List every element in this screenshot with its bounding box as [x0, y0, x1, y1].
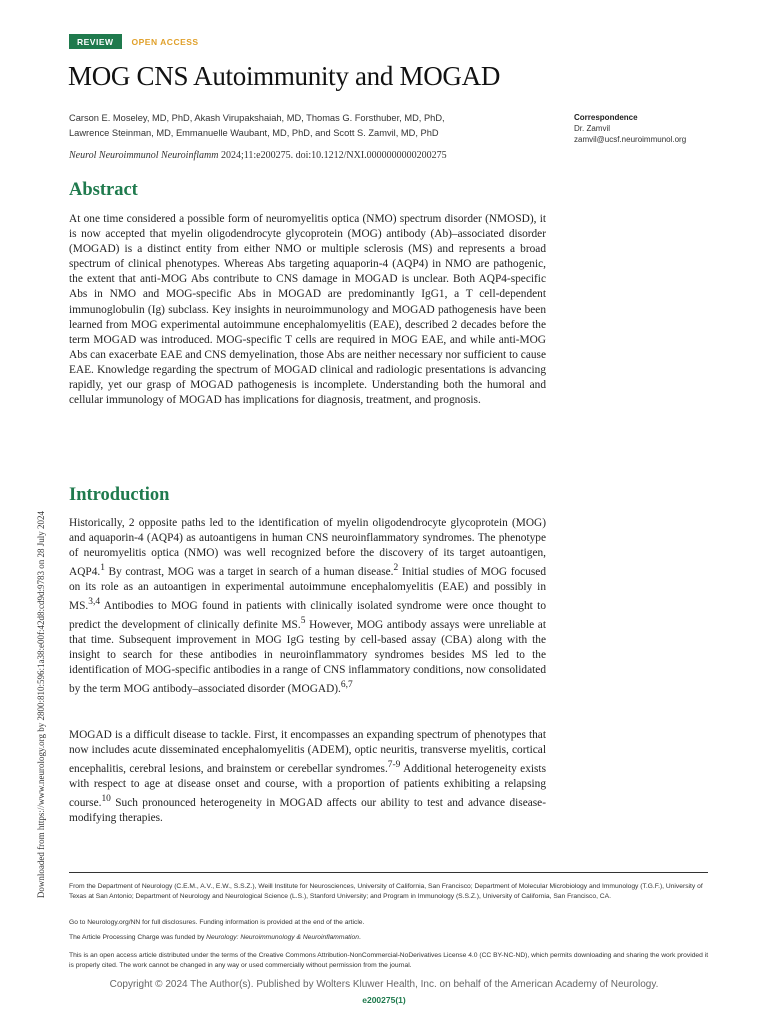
affiliations-footnote: From the Department of Neurology (C.E.M., A.V., E.W., S.S.Z.), Weill Institute for Neurosciences, University of California, San Francisco; Department of Molecular Microbiology and Immunology (T.G.F.), University of Texas at San Antonio; Department of Neurology and Neurological Science (L.S.), Stanford University; and Program in Immunology (S.S.Z.), University of California, San Francisco, CA. [69, 883, 703, 900]
citation-line [69, 150, 447, 161]
introduction-paragraph-1: Historically, 2 opposite paths led to the identification of myelin oligodendrocyte glycoprotein (MOG) and aquaporin-4 (AQP4) as autoantigens in human CNS neuroinflammatory syndromes. The phenotype of neuromyelitis optica (NMO) was well recognized before the discovery of its target autoantigen, AQP4.$^1$ By contrast, MOG was a target in search of a human disease.$^2$ Initial studies of MOG focused on its role as an autoantigen in experimental autoimmune encephalomyelitis (EAE) and possibly in MS.$^{3,4}$ Antibodies to MOG found in patients with clinically isolated syndrome were once thought to predict the development of clinically definite MS.$^5$ However, MOG antibody assays were unreliable at that time. Subsequent improvement in MOG IgG testing by cell-based assay (CBA) along with the insight to search for these antibodies in neuroinflammatory syndromes besides MS led to the identification of MOG-specific antibodies in a range of CNS inflammatory conditions, now consolidated by the term MOG antibody–associated disorder (MOGAD).$^{6,7}$ [69, 517, 546, 696]
correspondence-email[interactable]: zamvil@ucsf.neuroimmunol.org [574, 135, 687, 144]
author-line-2: Lawrence Steinman, MD, Emmanuelle Waubant, MD, PhD, and Scott S. Zamvil, MD, PhD [69, 128, 439, 138]
reference-superscript[interactable]: 5 [300, 616, 306, 627]
author-list [69, 111, 509, 141]
reference-superscript[interactable]: 6,7 [340, 680, 353, 691]
footnote-divider [69, 872, 708, 873]
correspondence-block [574, 112, 686, 145]
citation-details[interactable]: 2024;11:e200275. doi:10.1212/NXI.0000000000200275 [218, 150, 447, 161]
license-footnote: This is an open access article distributed under the terms of the Creative Commons Attribution-NonCommercial-NoDerivatives License 4.0 (CC BY-NC-ND), which permits downloading and sharing the work provided it is properly cited. The work cannot be changed in any way or used commercially without permission from the journal. [69, 952, 709, 969]
reference-superscript[interactable]: 2 [393, 563, 399, 574]
disclosures-footnote[interactable]: Go to Neurology.org/NN for full disclosures. Funding information is provided at the end of the article. [69, 919, 365, 926]
reference-superscript[interactable]: 7-9 [387, 760, 401, 771]
page-number: e200275(1) [362, 995, 406, 1005]
open-access-badge: OPEN ACCESS [131, 36, 199, 47]
copyright-line: Copyright © 2024 The Author(s). Published by Wolters Kluwer Health, Inc. on behalf of the American Academy of Neurology. [109, 979, 659, 990]
introduction-paragraph-2: MOGAD is a difficult disease to tackle. First, it encompasses an expanding spectrum of phenotypes that now includes acute disseminated encephalomyelitis (ADEM), optic neuritis, transverse myelitis, cortical encephalitis, cerebral lesions, and brainstem or cerebellar syndromes.$^{7-9}$ Additional heterogeneity exists with respect to age at disease onset and course, with a proportion of patients exhibiting a relapsing course.$^{10}$ Such pronounced heterogeneity in MOGAD affects our ability to test and advance disease-modifying therapies. [69, 729, 546, 825]
review-badge: REVIEW [69, 34, 122, 49]
article-type-badges [69, 34, 199, 49]
article-title: MOG CNS Autoimmunity and MOGAD [68, 61, 501, 91]
citation-journal: Neurol Neuroimmunol Neuroinflamm [69, 150, 219, 161]
reference-superscript[interactable]: 10 [101, 794, 111, 805]
reference-superscript[interactable]: 3,4 [88, 597, 101, 608]
download-watermark: Downloaded from https://www.neurology.org by 2800:810:596:1a38:e00f:42d8:cd9d:9783 on 28 July 2024 [36, 511, 46, 899]
abstract-heading: Abstract [69, 180, 138, 200]
author-line-1: Carson E. Moseley, MD, PhD, Akash Virupakshaiah, MD, Thomas G. Forsthuber, MD, PhD, [69, 113, 445, 123]
correspondence-heading: Correspondence [574, 113, 638, 122]
introduction-heading: Introduction [69, 485, 170, 505]
reference-superscript[interactable]: 1 [100, 563, 105, 574]
abstract-text: At one time considered a possible form of neuromyelitis optica (NMO) spectrum disorder (NMOSD), it is now accepted that myelin oligodendrocyte glycoprotein (MOG) antibody (Ab)–associated disorder (MOGAD) is a distinct entity from either NMO or multiple sclerosis (MS) and represents a broad spectrum of clinical phenotypes. Whereas Abs targeting aquaporin-4 (AQP4) in NMO are pathogenic, the extent that anti-MOG Abs contribute to CNS damage in MOGAD is unclear. Both AQP4-specific Abs in NMO and MOG-specific Abs in MOGAD are predominantly IgG1, a T cell-dependent immunoglobulin (Ig) subclass. Key insights in neuroimmunology and MOGAD pathogenesis have been learned from MOG experimental autoimmune encephalomyelitis (EAE), described 2 decades before the term MOGAD was introduced. MOG-specific T cells are required in MOG EAE, and while anti-MOG Abs can exacerbate EAE and CNS demyelination, those Abs are neither necessary nor sufficient to cause EAE. Knowledge regarding the spectrum of MOGAD clinical and radiologic presentations is advancing rapidly, yet our grasp of MOGAD pathogenesis is incomplete. Understanding both the humoral and cellular immunology of MOGAD has implications for diagnosis, treatment, and prognosis. [69, 213, 546, 407]
correspondence-name: Dr. Zamvil [574, 124, 610, 133]
apc-footnote: The Article Processing Charge was funded by Neurology: Neuroimmunology & Neuroinflammation. [69, 934, 361, 941]
